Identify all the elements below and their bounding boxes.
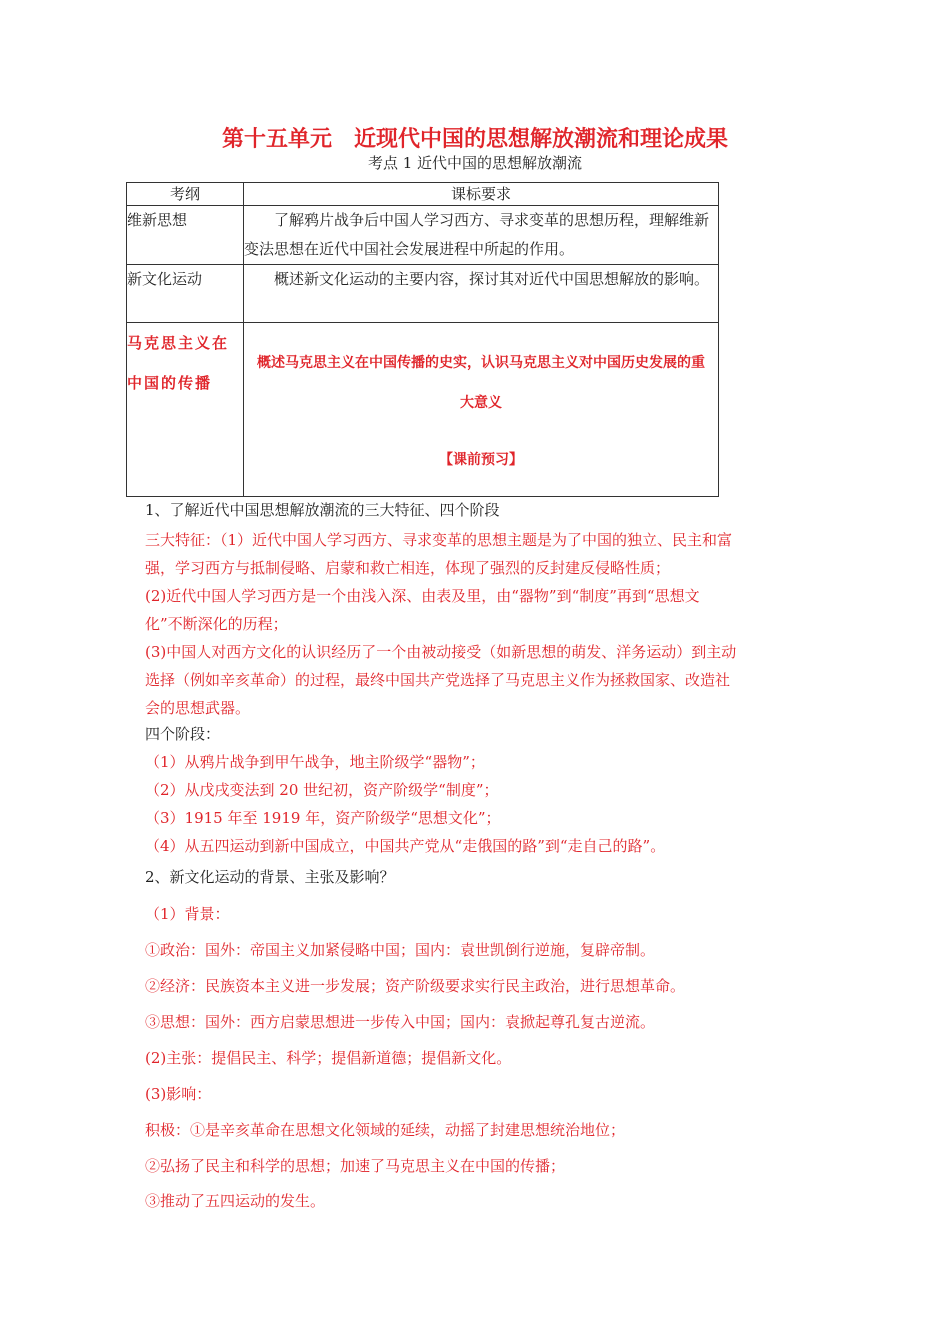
topic-cell: 维新思想 [127,206,244,265]
features-line-6: 选择（例如辛亥革命）的过程，最终中国共产党选择了马克思主义作为拯救国家、改造社 [145,671,731,689]
stage-item: （2）从戊戌变法到 20 世纪初，资产阶级学“制度”； [145,781,499,799]
syllabus-table [126,182,719,497]
stage-item: （3）1915 年至 1919 年，资产阶级学“思想文化”； [145,809,501,827]
topic-cell: 马克思主义在中国的传播 [127,323,244,497]
stage-item: （1）从鸦片战争到甲午战争，地主阶级学“器物”； [145,753,485,771]
stage-item: （4）从五四运动到新中国成立，中国共产党从“走俄国的路”到“走自己的路”。 [145,837,666,855]
claims-line: (2)主张：提倡民主、科学；提倡新道德；提倡新文化。 [145,1049,512,1067]
background-item: ③思想：国外：西方启蒙思想进一步传入中国；国内：袁掀起尊孔复古逆流。 [145,1013,656,1031]
table-header-row [127,183,719,206]
page-title: 第十五单元 近现代中国的思想解放潮流和理论成果 [221,127,728,152]
section1-heading: 1、了解近代中国思想解放潮流的三大特征、四个阶段 [145,501,500,519]
topic-cell: 新文化运动 [127,265,244,323]
preview-label: 【课前预习】 [439,452,523,468]
features-line-3: (2)近代中国人学习西方是一个由浅入深、由表及里，由“器物”到“制度”再到“思想文 [145,587,700,605]
background-label: （1）背景： [145,905,230,923]
features-line-5: (3)中国人对西方文化的认识经历了一个由被动接受（如新思想的萌发、洋务运动）到主动 [145,643,737,661]
section2-heading: 2、新文化运动的背景、主张及影响？ [145,868,395,886]
impact-item: ③推动了五四运动的发生。 [145,1192,326,1210]
impact-item: ②弘扬了民主和科学的思想；加速了马克思主义在中国的传播； [145,1157,566,1175]
features-line-1: 三大特征：（1）近代中国人学习西方、寻求变革的思想主题是为了中国的独立、民主和富 [145,531,733,549]
header-cell-requirements: 课标要求 [244,183,719,206]
table-row [127,206,719,265]
section-subtitle: 考点 1 近代中国的思想解放潮流 [367,154,583,172]
requirement-cell: 了解鸦片战争后中国人学习西方、寻求变革的思想历程，理解维新变法思想在近代中国社会发展进程中所起的作用。 [244,206,719,265]
background-item: ①政治：国外：帝国主义加紧侵略中国；国内：袁世凯倒行逆施，复辟帝制。 [145,941,656,959]
table-row [127,323,719,497]
impact-item: 积极：①是辛亥革命在思想文化领域的延续，动摇了封建思想统治地位； [145,1121,626,1139]
features-line-7: 会的思想武器。 [145,699,251,717]
requirement-cell: 概述新文化运动的主要内容，探讨其对近代中国思想解放的影响。 [244,265,719,323]
features-line-4: 化”不断深化的历程； [145,615,288,633]
highlight-requirement: 概述马克思主义在中国传播的史实，认识马克思主义对中国历史发展的重大意义 [257,355,705,411]
stages-label: 四个阶段： [145,725,221,743]
requirement-cell-highlight [244,323,719,497]
background-item: ②经济：民族资本主义进一步发展；资产阶级要求实行民主政治，进行思想革命。 [145,977,686,995]
header-cell-outline: 考纲 [127,183,244,206]
table-row [127,265,719,323]
impact-label: (3)影响： [145,1085,212,1103]
features-line-2: 强，学习西方与抵制侵略、启蒙和救亡相连，体现了强烈的反封建反侵略性质； [145,559,671,577]
